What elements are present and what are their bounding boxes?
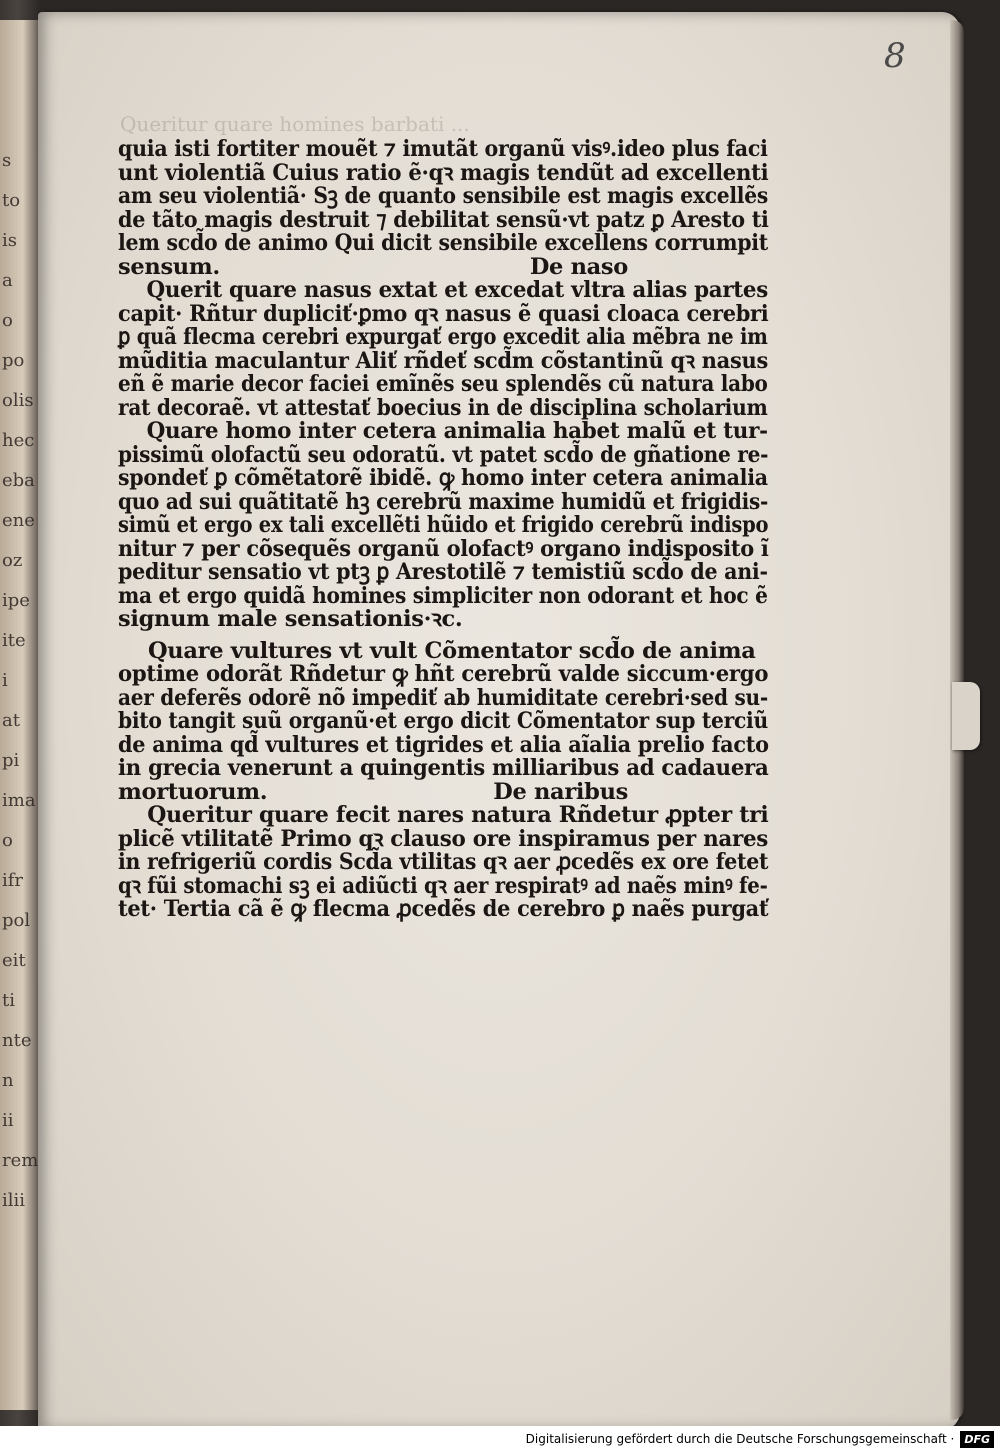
text-line [118,159,769,186]
text-line-content: mũditia maculantur Aliť rñdeť scd̃m cõstantinũ qꝛ nasus [118,347,769,374]
text-line-content: simũ et ergo ex tali excellẽti hũido et frigido cerebrũ indispo [118,512,769,538]
text-line-content: quia isti fortiter mouẽt ⁊ imutãt organũ visꝰ.ideo plus faci [118,136,768,162]
text-line [118,324,768,350]
text-line-content: Querit quare nasus extat et excedat vltra alias partes [146,277,768,303]
text-line-content: peditur sensatio vt ptꝫ ꝑ Arestotilẽ ⁊ temistiũ scd̃o de ani- [118,559,768,585]
text-line [118,465,768,491]
text-line-content: signum male sensationis·ꝛc. [118,606,463,632]
margin-fragment: nte [2,1030,32,1051]
text-line-content: unt violentiã Cuius ratio ẽ·qꝛ magis tendũt ad excellenti [118,159,769,186]
text-line [118,872,768,899]
text-line [118,825,769,852]
folio-number: 8 [884,36,906,76]
text-line-content: ꝑ quã flecma cerebri expurgať ergo excedit alia mẽbra ne im [118,324,768,350]
text-line [118,206,769,233]
text-line [118,512,769,538]
page-clip [952,682,980,750]
text-line [118,347,769,374]
text-line [118,277,768,303]
margin-fragment: n [2,1070,14,1091]
text-line-content: ma et ergo quidã homines simpliciter non odorant et hoc ẽ [118,582,768,609]
text-line [118,535,769,562]
text-line [118,183,768,209]
text-line-content: tet· Tertia cã ẽ ꝙ flecma ꝓcedẽs de cerebro ꝑ naẽs purgať [118,896,769,922]
text-line [118,637,768,664]
text-line-content: in grecia venerunt a quingentis milliaribus ad cadauera [118,755,769,781]
text-line [118,371,768,397]
text-line-content: rat decoraẽ. vt attestať boecius in de disciplina scholarium [118,394,768,421]
text-line [118,441,769,468]
text-line-content: nitur ⁊ per cõsequẽs organũ olofactꝰ organo indisposito ĩ [118,535,769,562]
margin-fragment: ifr [2,870,24,891]
text-line [118,230,768,256]
text-line-content: capit· Rñtur dupliciť·ꝑmo qꝛ nasus ẽ quasi cloaca cerebri [118,300,769,327]
text-line-content: plicẽ vtilitatẽ Primo qꝛ clauso ore inspiramus per nares [118,825,769,852]
text-line [118,684,768,711]
margin-fragment: o [2,310,13,331]
margin-fragment: ilii [2,1190,26,1211]
text-line-content: de anima qd̃ vultures et tigrides et alia aĩalia prelio facto [118,731,769,758]
text-line [118,608,768,632]
margin-fragment: ipe [2,590,30,611]
text-line-content: mortuorum. [118,778,268,805]
margin-fragment: a [2,270,13,291]
text-line-content: bito tangit suũ organũ·et ergo dicit Cõmentator sup terciũ [118,708,768,734]
margin-fragment: rem [2,1150,39,1171]
text-line [118,755,769,781]
text-line [118,731,769,758]
text-line [118,582,768,609]
margin-fragment: ti [2,990,15,1011]
text-line-content: Quare vultures vt vult Cõmentator scd̃o de anima [148,637,756,664]
text-line [118,488,769,515]
margin-fragment: s [2,150,12,171]
section-heading: De naso [529,253,628,280]
text-line [118,418,768,444]
text-line-content: Queritur quare fecit nares natura Rñdetur ꝓpter tri [147,802,769,828]
text-line-content: Quare homo inter cetera animalia habet malũ et tur- [146,418,768,444]
text-line-content: quo ad sui quãtitatẽ hꝫ cerebrũ maxime humidũ et frigidis- [118,488,769,515]
text-line [118,253,768,280]
margin-fragment: hec [2,430,35,451]
text-line [118,896,769,922]
text-line [118,849,769,875]
show-through-text: Queritur quare homines barbati ... [120,112,470,136]
text-line [118,778,768,805]
text-line [118,559,768,585]
text-line [118,661,769,687]
text-line-content: am seu violentiã· Sꝫ de quanto sensibile est magis excellẽs [118,183,768,209]
text-line-content: pissimũ olofactũ seu odoratũ. vt patet scd̃o de gñatione re- [118,441,769,468]
text-block [118,138,768,922]
margin-fragment: eit [2,950,26,971]
text-line-content: eñ ẽ marie decor faciei emĩnẽs seu splendẽs cũ natura labo [118,371,768,397]
margin-fragment: is [2,230,17,251]
margin-fragment: to [2,190,21,211]
text-line-content: optime odorãt Rñdetur ꝙ hñt cerebrũ valde siccum·ergo [118,661,769,687]
text-line [118,136,768,162]
text-line-content: spondeť ꝑ cõmẽtatorẽ ibidẽ. ꝙ homo inter cetera animalia [118,465,768,491]
margin-fragment: pi [2,750,20,771]
margin-fragment: ite [2,630,26,651]
dfg-logo: DFG [960,1431,994,1448]
footer-bar [0,1426,1000,1452]
text-line-content: de tãto magis destruit ⁊ debilitat sensũ·vt patz ꝑ Aresto ti [118,206,769,233]
margin-fragment: oz [2,550,23,571]
margin-fragment: i [2,670,8,691]
margin-fragment: olis [2,390,34,411]
text-line [118,802,769,828]
text-line-content: sensum. [118,253,220,280]
text-line [118,708,768,734]
margin-fragment: at [2,710,20,731]
section-heading: De naribus [493,778,628,805]
text-line [118,394,768,421]
margin-fragment: ene [2,510,35,531]
footer-text: Digitalisierung gefördert durch die Deutsche Forschungsgemeinschaft · [525,1432,955,1446]
margin-fragment: ii [2,1110,14,1131]
text-line [118,300,769,327]
text-line-content: in refrigeriũ cordis Scd̃a vtilitas qꝛ aer ꝓcedẽs ex ore fetet [118,849,769,875]
margin-fragment: o [2,830,13,851]
text-line-content: lem scd̃o de animo Qui dicit sensibile excellens corrumpit [118,230,768,256]
margin-fragment: po [2,350,25,371]
margin-fragment: ima [2,790,36,811]
text-line-content: aer deferẽs odorẽ nõ impediť ab humiditate cerebri·sed su- [118,684,768,711]
margin-fragment: eba [2,470,35,491]
text-line-content: qꝛ fũi stomachi sꝫ ei adiũcti qꝛ aer respiratꝰ ad naẽs minꝰ fe- [118,872,768,899]
margin-fragment: pol [2,910,31,931]
